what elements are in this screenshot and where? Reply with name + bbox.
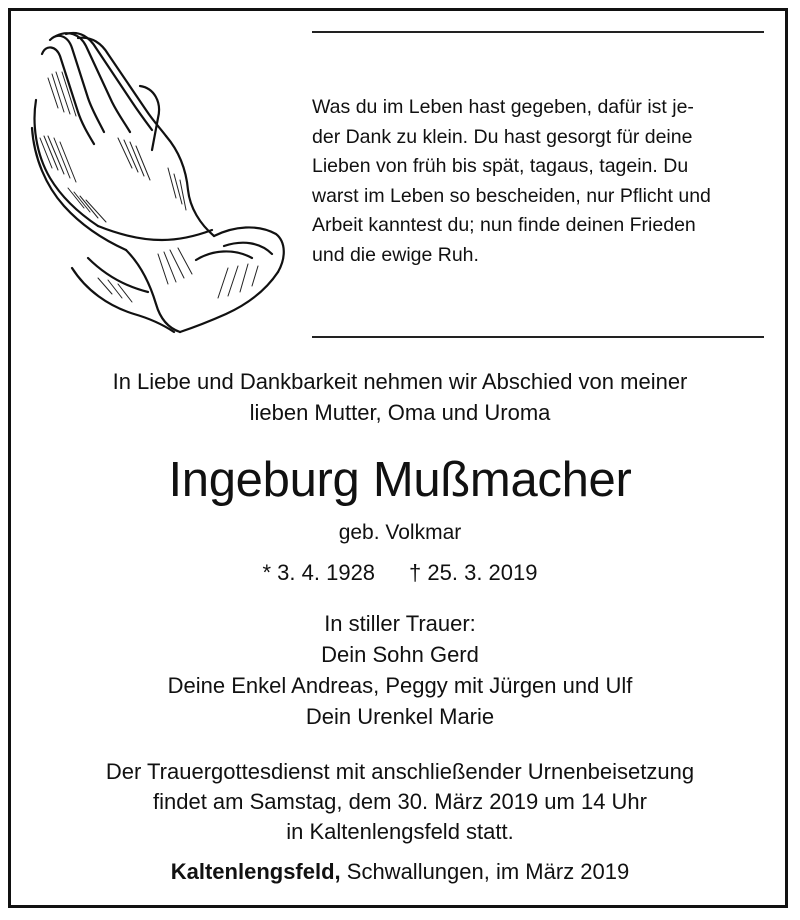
- poem-line: der Dank zu klein. Du hast gesorgt für deine: [312, 125, 693, 148]
- service-line: Der Trauergottesdienst mit anschließender Urnenbeisetzung: [105, 759, 695, 784]
- poem-text: [312, 93, 770, 270]
- mourner-line: Dein Sohn Gerd: [321, 642, 479, 667]
- top-rule: [312, 31, 764, 33]
- poem-line: Lieben von früh bis spät, tagaus, tagein. Du: [312, 155, 689, 177]
- footer-place: Kaltenlengsfeld,: [170, 859, 341, 884]
- poem-line: warst im Leben so bescheiden, nur Pflicht und: [312, 184, 711, 207]
- service-info: [12, 757, 788, 847]
- praying-hands-icon: [28, 28, 290, 338]
- place-date-line: [12, 856, 788, 888]
- mourners-block: [12, 608, 788, 732]
- intro-line: In Liebe und Dankbarkeit nehmen wir Abschied von meiner: [112, 369, 688, 394]
- service-line: in Kaltenlengsfeld statt.: [286, 819, 514, 844]
- maiden-name: geb. Volkmar: [338, 521, 462, 544]
- poem-line: und die ewige Ruh.: [312, 243, 479, 266]
- birth-date: * 3. 4. 1928: [262, 560, 376, 585]
- mourner-line: Deine Enkel Andreas, Peggy mit Jürgen und Ulf: [167, 673, 633, 698]
- poem-line: Arbeit kanntest du; nun finde deinen Frieden: [312, 214, 696, 236]
- bottom-rule: [312, 336, 764, 338]
- service-line: findet am Samstag, dem 30. März 2019 um 14 Uhr: [152, 789, 647, 814]
- life-dates: [12, 557, 788, 589]
- intro-line: lieben Mutter, Oma und Uroma: [249, 400, 551, 425]
- death-date: † 25. 3. 2019: [409, 560, 538, 585]
- mourners-heading: In stiller Trauer:: [324, 611, 476, 636]
- footer-rest: Schwallungen, im März 2019: [340, 859, 630, 884]
- poem-line: Was du im Leben hast gegeben, dafür ist je-: [312, 96, 694, 118]
- intro-text: [12, 366, 788, 428]
- deceased-name: Ingeburg Mußmacher: [168, 453, 632, 507]
- mourner-line: Dein Urenkel Marie: [305, 704, 495, 729]
